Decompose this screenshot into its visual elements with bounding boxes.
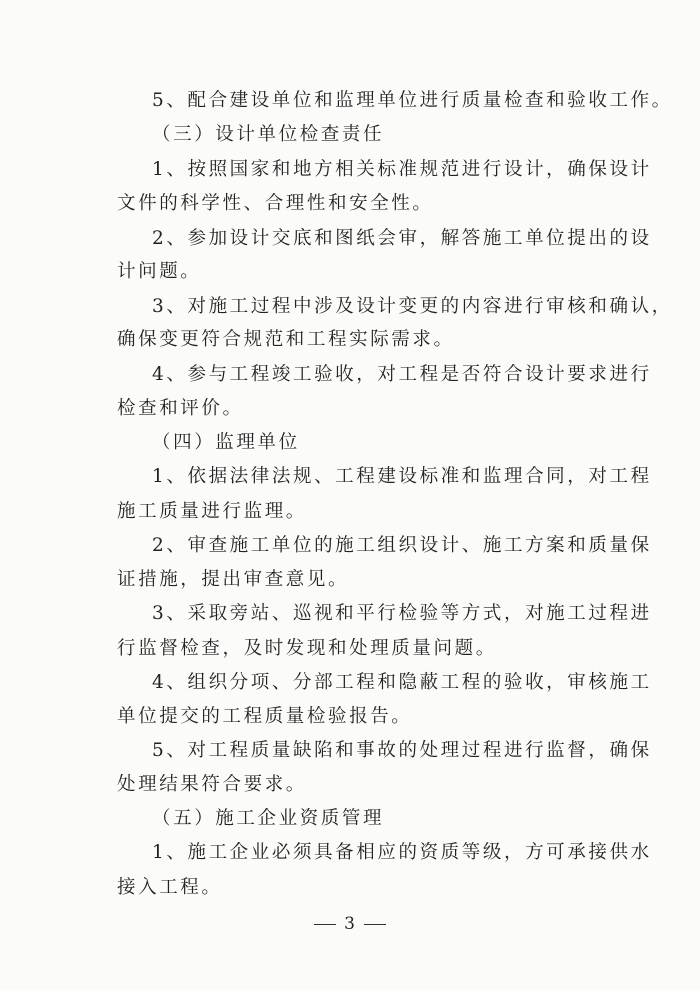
text-line: 施工质量进行监理。: [117, 501, 307, 522]
text-line: 处理结果符合要求。: [117, 774, 307, 795]
text-line: 检查和评价。: [117, 398, 244, 419]
text-line: 4、参与工程竣工验收，对工程是否符合设计要求进行: [152, 364, 652, 385]
text-line: 确保变更符合规范和工程实际需求。: [117, 329, 455, 350]
section-heading: （五）施工企业资质管理: [152, 808, 385, 829]
section-heading: （四）监理单位: [152, 432, 300, 453]
text-line: 接入工程。: [117, 877, 223, 898]
text-line: 5、配合建设单位和监理单位进行质量检查和验收工作。: [152, 90, 673, 111]
text-line: 行监督检查，及时发现和处理质量问题。: [117, 638, 497, 659]
text-line: 2、审查施工单位的施工组织设计、施工方案和质量保: [152, 535, 652, 556]
text-line: 2、参加设计交底和图纸会审，解答施工单位提出的设: [152, 228, 652, 249]
text-line: 证措施，提出审查意见。: [117, 569, 350, 590]
footer-dash: [364, 924, 386, 925]
text-line: 3、对施工过程中涉及设计变更的内容进行审核和确认，: [152, 296, 673, 317]
text-line: 1、施工企业必须具备相应的资质等级，方可承接供水: [152, 842, 652, 863]
text-line: 计问题。: [117, 261, 202, 282]
page-number: 3: [344, 914, 356, 934]
page-footer: [0, 914, 700, 934]
text-line: 3、采取旁站、巡视和平行检验等方式，对施工过程进: [152, 603, 652, 624]
section-heading: （三）设计单位检查责任: [152, 124, 385, 145]
text-line: 1、按照国家和地方相关标准规范进行设计，确保设计: [152, 159, 652, 180]
text-line: 4、组织分项、分部工程和隐蔽工程的验收，审核施工: [152, 672, 652, 693]
text-line: 5、对工程质量缺陷和事故的处理过程进行监督，确保: [152, 740, 652, 761]
text-line: 文件的科学性、合理性和安全性。: [117, 193, 434, 214]
footer-dash: [314, 924, 336, 925]
text-line: 1、依据法律法规、工程建设标准和监理合同，对工程: [152, 466, 652, 487]
text-line: 单位提交的工程质量检验报告。: [117, 706, 413, 727]
